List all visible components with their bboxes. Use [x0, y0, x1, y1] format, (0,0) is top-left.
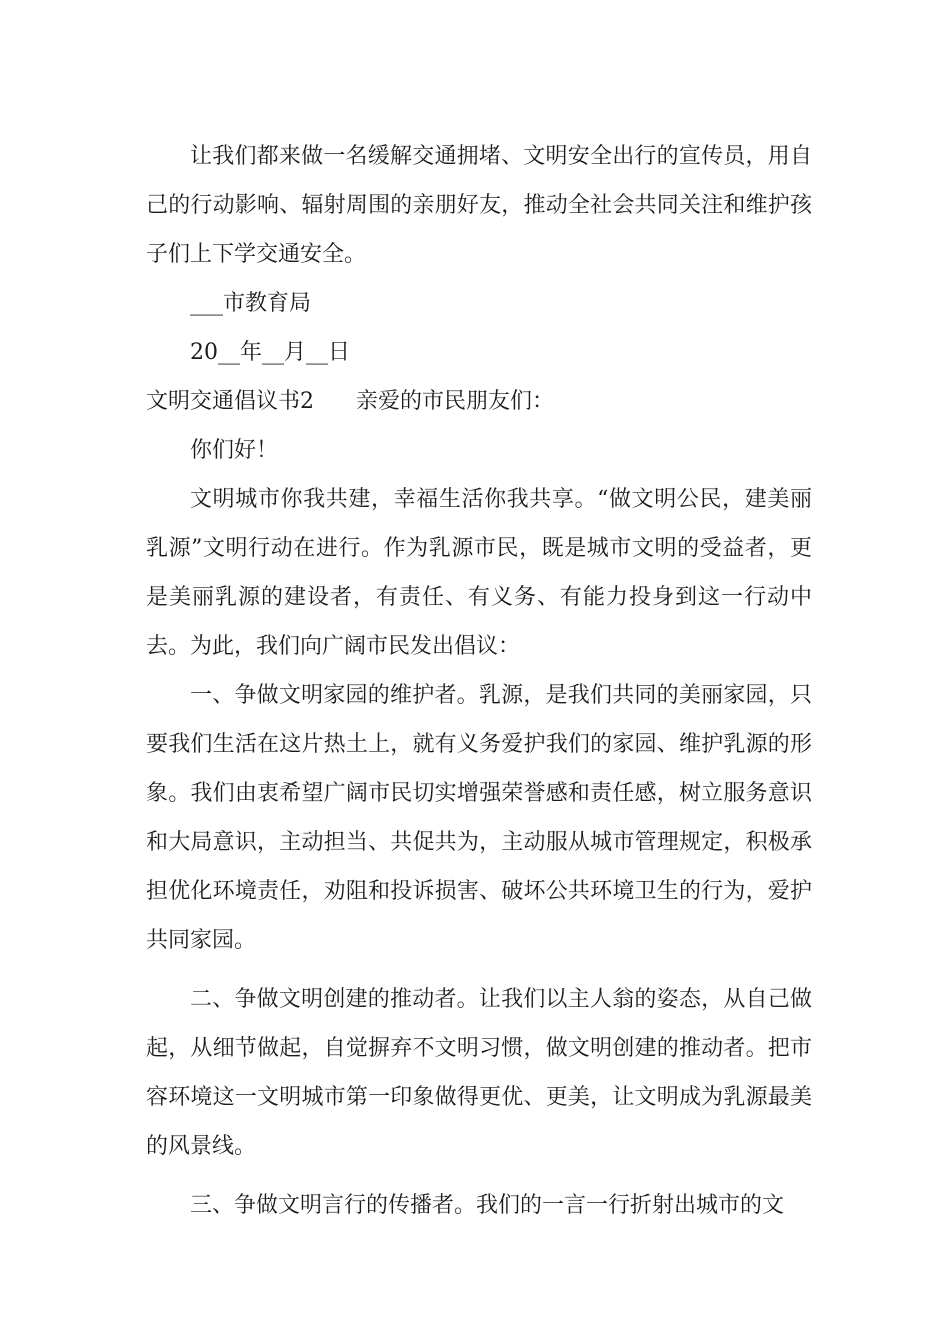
signature-organization: ___市教育局 [190, 291, 312, 316]
salutation: 亲爱的市民朋友们： [356, 389, 555, 414]
greeting: 你们好！ [190, 438, 279, 463]
signature-date: 20__年__月__日 [190, 340, 350, 365]
document-body [146, 132, 812, 1230]
paragraph-spacer [146, 965, 812, 975]
paragraph-point-three: 三、争做文明言行的传播者。我们的一言一行折射出城市的文 [190, 1193, 785, 1218]
paragraph-point-two: 二、争做文明创建的推动者。让我们以主人翁的姿态，从自己做起，从细节做起，自觉摒弃不文明习惯，做文明创建的推动者。把市容环境这一文明城市第一印象做得更优、更美，让文明成为乳源最美的风景线。 [146, 987, 812, 1159]
section-heading [146, 377, 812, 426]
paragraph-closing-call: 让我们都来做一名缓解交通拥堵、文明安全出行的宣传员，用自己的行动影响、辐射周围的亲朋好友，推动全社会共同关注和维护孩子们上下学交通安全。 [146, 144, 812, 267]
document-title: 文明交通倡议书2 [146, 389, 314, 414]
paragraph-intro: 文明城市你我共建，幸福生活你我共享。“做文明公民，建美丽乳源”文明行动在进行。作为乳源市民，既是城市文明的受益者，更是美丽乳源的建设者，有责任、有义务、有能力投身到这一行动中去。为此，我们向广阔市民发出倡议： [146, 487, 812, 659]
paragraph-point-one: 一、争做文明家园的维护者。乳源，是我们共同的美丽家园，只要我们生活在这片热土上，就有义务爱护我们的家园、维护乳源的形象。我们由衷希望广阔市民切实增强荣誉感和责任感，树立服务意识和大局意识，主动担当、共促共为，主动服从城市管理规定，积极承担优化环境责任，劝阻和投诉损害、破坏公共环境卫生的行为，爱护共同家园。 [146, 683, 812, 953]
paragraph-spacer [146, 1171, 812, 1181]
